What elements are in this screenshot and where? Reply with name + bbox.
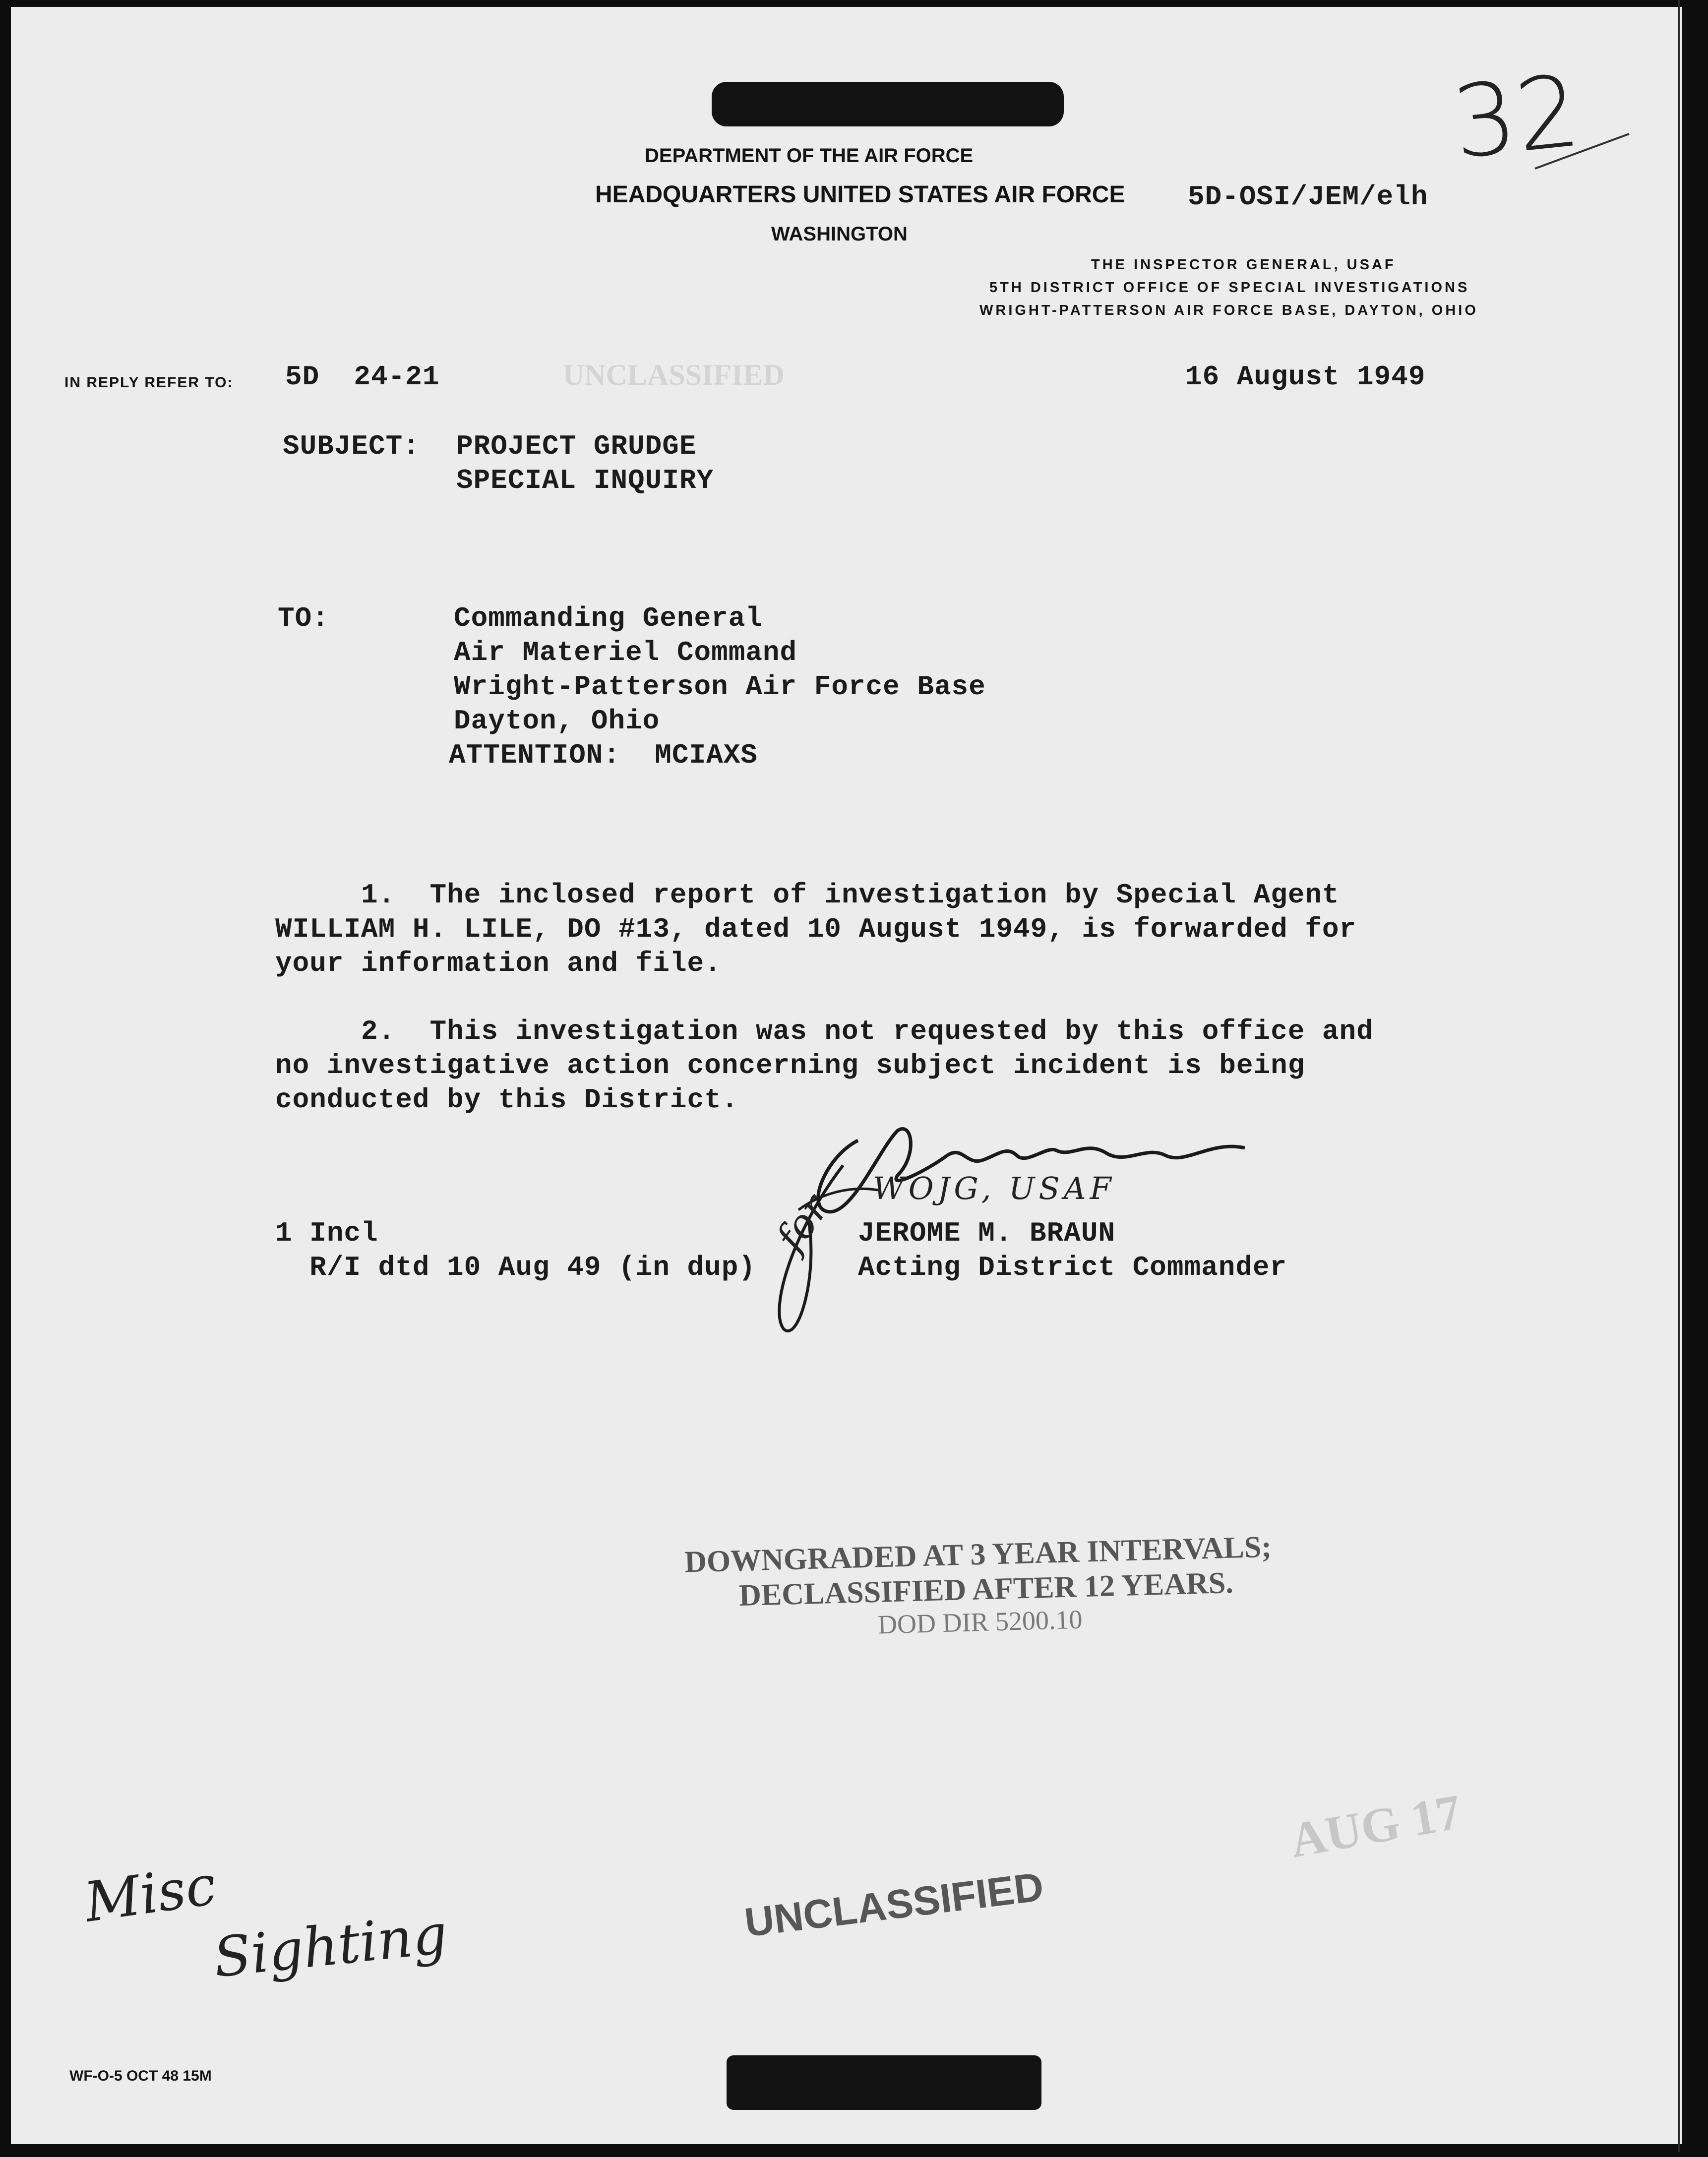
unclassified-stamp: UNCLASSIFIED xyxy=(742,1864,1046,1946)
enclosure-count: 1 Incl xyxy=(275,1217,378,1249)
file-number-underline xyxy=(1532,129,1632,174)
subject-line-2: SPECIAL INQUIRY xyxy=(456,465,714,496)
subject-label: SUBJECT: xyxy=(283,430,420,462)
downgrade-stamp-line-1: DOWNGRADED AT 3 YEAR INTERVALS; xyxy=(684,1530,1272,1579)
letter-date: 16 August 1949 xyxy=(1185,361,1426,393)
signature-rank: WOJG, USAF xyxy=(873,1170,1115,1206)
district-office: 5TH DISTRICT OFFICE OF SPECIAL INVESTIGATIONS xyxy=(989,280,1470,296)
office-code: 5D-OSI/JEM/elh xyxy=(1188,181,1428,213)
signer-name: JEROME M. BRAUN xyxy=(858,1217,1116,1249)
signer-title: Acting District Commander xyxy=(858,1252,1287,1283)
signature-for: for xyxy=(767,1186,838,1260)
received-date-stamp: AUG 17 xyxy=(1286,1784,1465,1868)
enclosure-description: R/I dtd 10 Aug 49 (in dup) xyxy=(275,1252,756,1283)
downgrade-stamp-line-2: DECLASSIFIED AFTER 12 YEARS. xyxy=(738,1565,1234,1613)
to-label: TO: xyxy=(278,602,329,634)
downgrade-stamp-line-3: DOD DIR 5200.10 xyxy=(877,1604,1083,1640)
reply-reference: 5D 24-21 xyxy=(285,361,440,393)
addressee-attention: ATTENTION: MCIAXS xyxy=(449,739,758,771)
redaction-bar-bottom xyxy=(727,2055,1041,2110)
subject-line-1: PROJECT GRUDGE xyxy=(456,430,697,462)
paragraph-1-line: your information and file. xyxy=(275,948,722,979)
redaction-bar-top xyxy=(712,82,1064,126)
paragraph-1-line: 1. The inclosed report of investigation by Special Agent xyxy=(275,879,1340,911)
addressee-line: Dayton, Ohio xyxy=(454,705,660,737)
handwritten-note-line-1: Misc xyxy=(80,1853,220,1934)
reply-label: IN REPLY REFER TO: xyxy=(64,374,234,391)
base-address: WRIGHT-PATTERSON AIR FORCE BASE, DAYTON, OHIO xyxy=(979,302,1478,318)
addressee-line: Wright-Patterson Air Force Base xyxy=(454,671,986,703)
letterhead-department: DEPARTMENT OF THE AIR FORCE xyxy=(645,145,974,167)
letterhead-washington: WASHINGTON xyxy=(771,223,908,245)
file-number: 32 xyxy=(1447,53,1585,181)
page-edge-line xyxy=(1678,0,1680,2152)
paragraph-1-line: WILLIAM H. LILE, DO #13, dated 10 August 1949, is forwarded for xyxy=(275,913,1357,945)
addressee-line: Commanding General xyxy=(454,602,763,634)
paragraph-2-line: conducted by this District. xyxy=(275,1084,739,1116)
form-number: WF-O-5 OCT 48 15M xyxy=(69,2068,212,2084)
inspector-general: THE INSPECTOR GENERAL, USAF xyxy=(1091,257,1396,273)
addressee-line: Air Materiel Command xyxy=(454,637,797,668)
paragraph-2-line: 2. This investigation was not requested by this office and xyxy=(275,1016,1374,1047)
letterhead-headquarters: HEADQUARTERS UNITED STATES AIR FORCE xyxy=(595,181,1125,208)
paragraph-2-line: no investigative action concerning subject incident is being xyxy=(275,1050,1305,1081)
faint-classification-stamp: UNCLASSIFIED xyxy=(563,359,785,391)
handwritten-note-line-2: Sighting xyxy=(210,1902,450,1990)
